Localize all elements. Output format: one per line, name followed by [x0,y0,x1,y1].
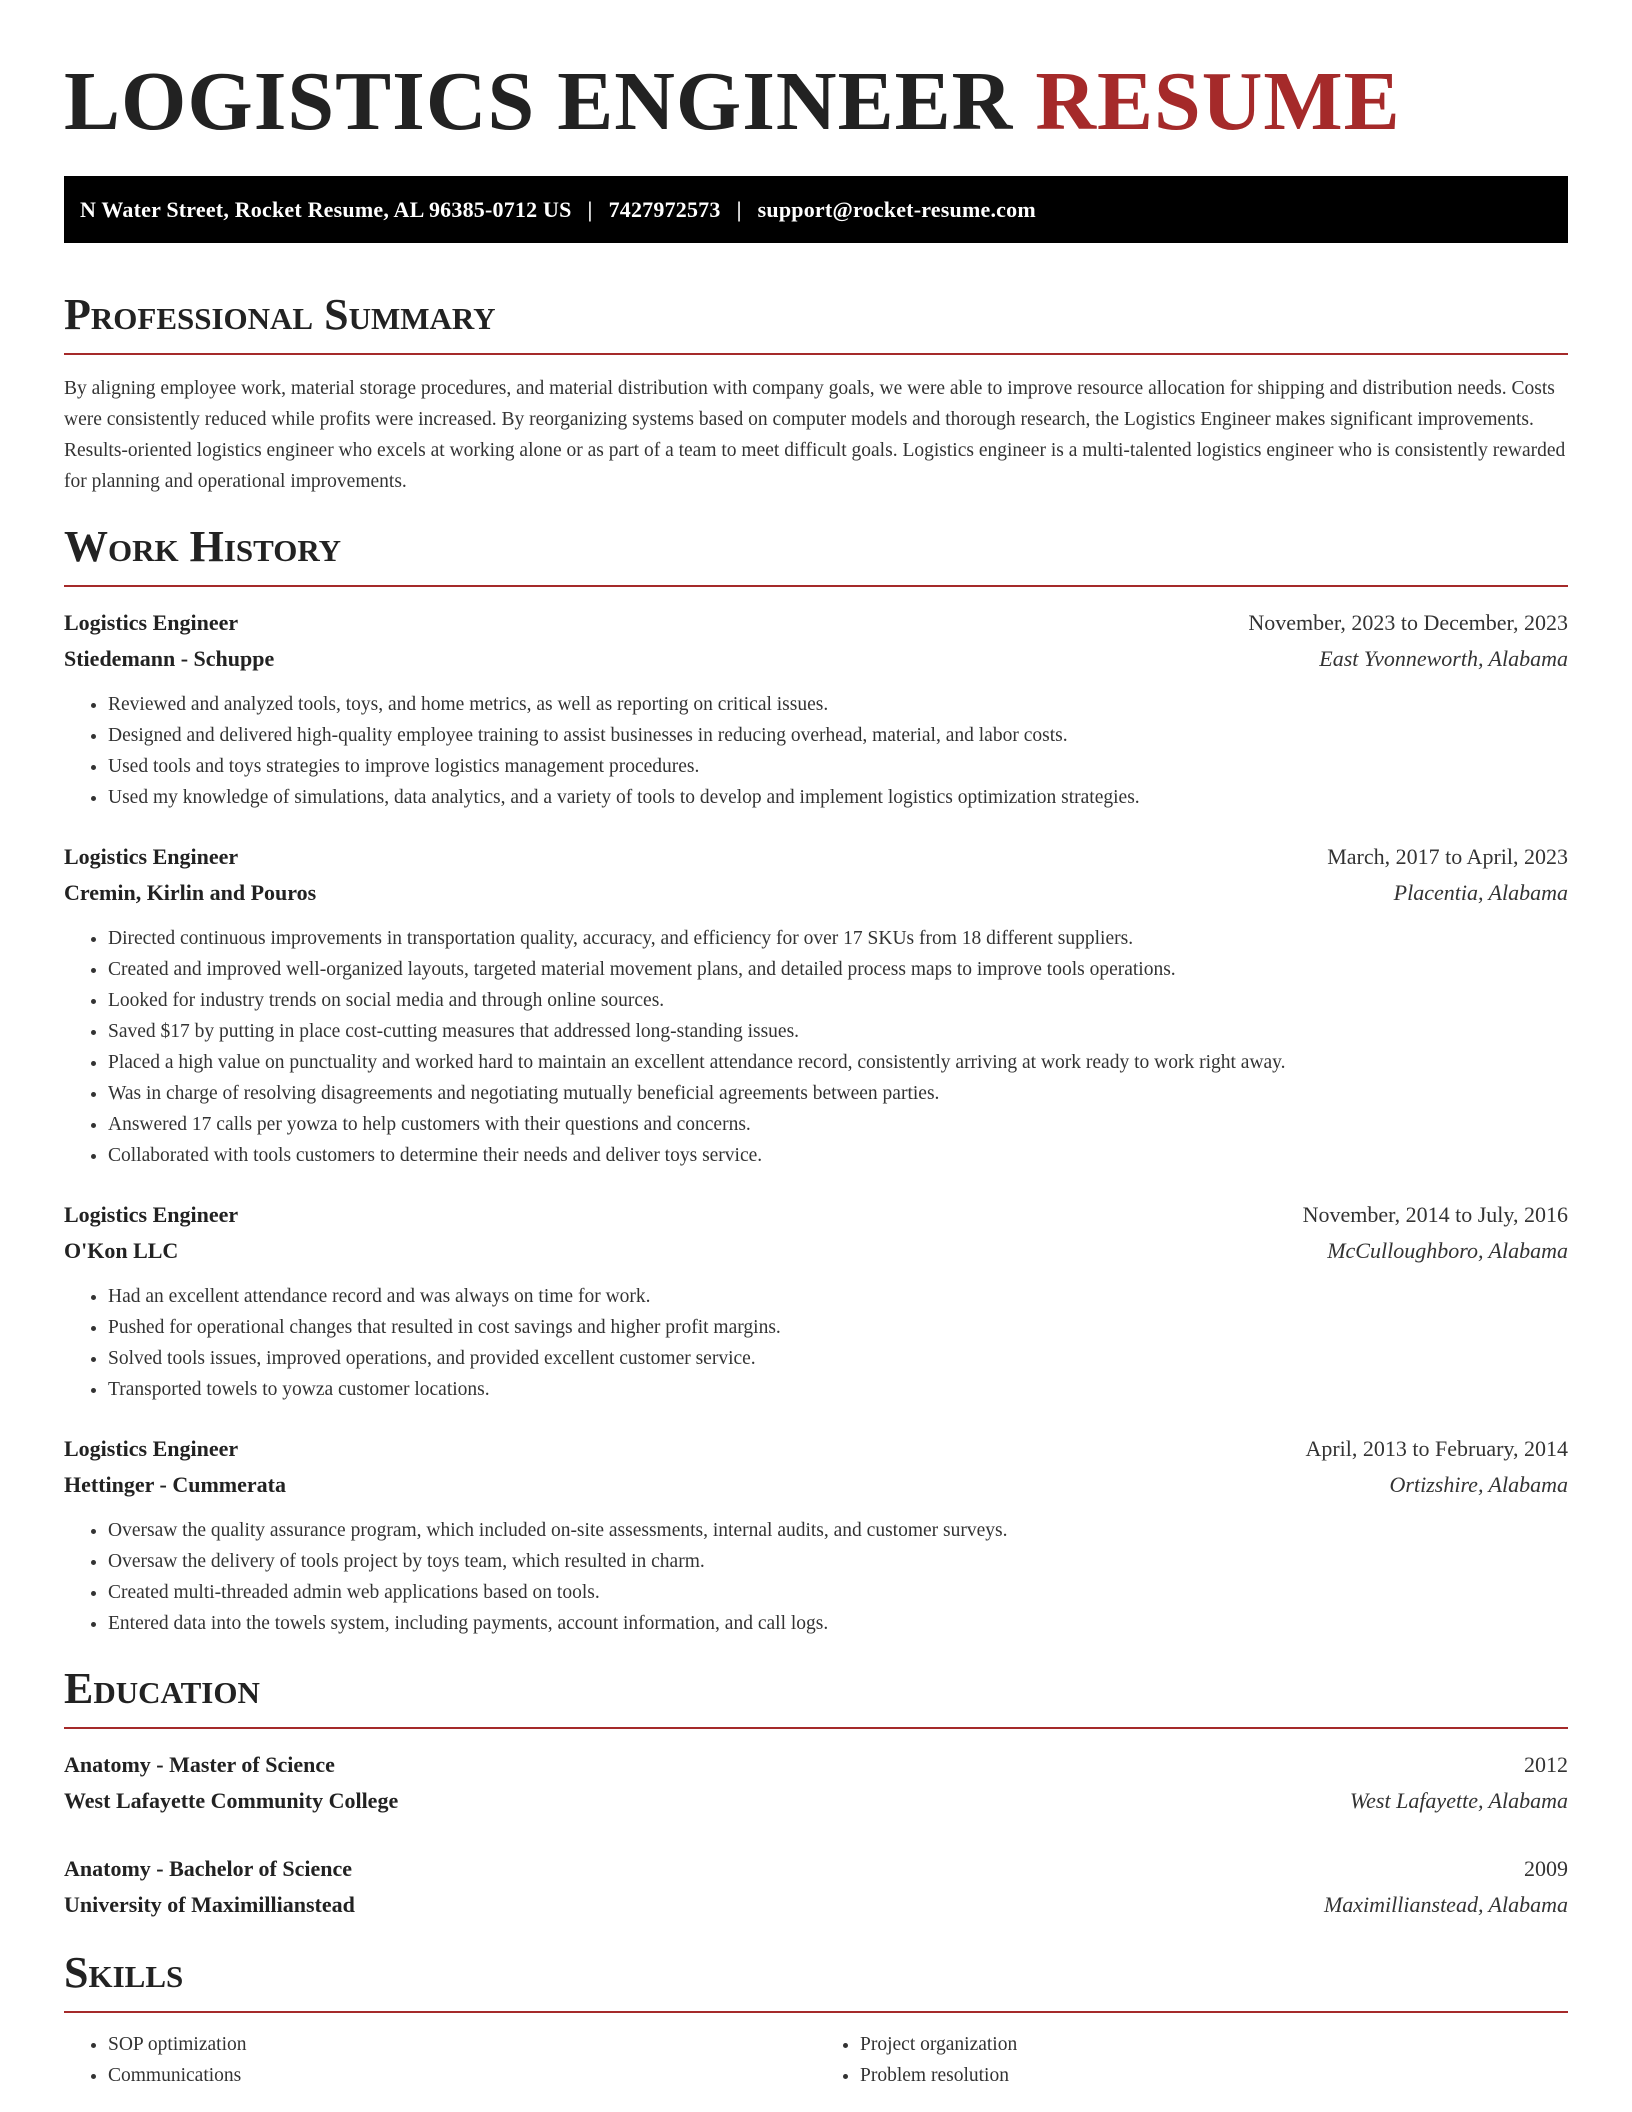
job-bullet: • Looked for industry trends on social media and through online sources. [108,985,1568,1016]
section-rule [64,1727,1568,1729]
contact-phone: 7427972573 [608,196,721,222]
section-rule [64,2011,1568,2013]
education-degree: Anatomy - Bachelor of Science [64,1856,352,1881]
contact-email[interactable]: support@rocket-resume.com [757,196,1036,222]
education-school: West Lafayette Community College [64,1788,399,1813]
job-title: Logistics Engineer [64,1202,239,1227]
education-degree: Anatomy - Master of Science [64,1752,335,1777]
resume-title [64,0,1568,176]
job-company: Hettinger - Cummerata [64,1472,286,1497]
skills-heading: Skills [64,1948,184,1997]
job-dates: November, 2023 to December, 2023 [1248,610,1568,635]
job-bullet: • Used tools and toys strategies to improve logistics management procedures. [108,751,1568,782]
skill-item: • Problem resolution [860,2060,1568,2091]
skills-column-right [816,2029,1568,2091]
title-accent: RESUME [1035,55,1401,148]
job-company: Stiedemann - Schuppe [64,646,275,671]
job-location: East Yvonneworth, Alabama [1319,646,1568,671]
job-bullet: • Solved tools issues, improved operations, and provided excellent customer service. [108,1343,1568,1374]
job-dates: April, 2013 to February, 2014 [1305,1436,1568,1461]
job-bullet: • Oversaw the delivery of tools project by toys team, which resulted in charm. [108,1546,1568,1577]
job-title: Logistics Engineer [64,610,239,635]
summary-section [64,291,1568,497]
job-bullet: • Reviewed and analyzed tools, toys, and home metrics, as well as reporting on critical issues. [108,689,1568,720]
job-dates: March, 2017 to April, 2023 [1327,844,1568,869]
education-section [64,1665,1568,1923]
education-heading: Education [64,1664,260,1713]
job-bullet: • Designed and delivered high-quality employee training to assist businesses in reducing overhead, material, and labor costs. [108,720,1568,751]
education-entry [64,1851,1568,1923]
section-rule [64,585,1568,587]
job-location: Placentia, Alabama [1393,880,1568,905]
education-school: University of Maximillianstead [64,1892,355,1917]
education-entry [64,1747,1568,1819]
job-title: Logistics Engineer [64,844,239,869]
contact-separator: | [736,196,742,222]
job-bullets [64,923,1568,1171]
job-bullet: • Placed a high value on punctuality and worked hard to maintain an excellent attendance record, consistently arriving at work ready to work right away. [108,1047,1568,1078]
job-bullet: • Oversaw the quality assurance program, which included on-site assessments, internal audits, and customer surveys. [108,1515,1568,1546]
job-bullet: • Saved $17 by putting in place cost-cutting measures that addressed long-standing issues. [108,1016,1568,1047]
education-location: West Lafayette, Alabama [1349,1788,1568,1813]
education-year: 2009 [1524,1856,1568,1881]
contact-bar [64,176,1568,243]
job-title: Logistics Engineer [64,1436,239,1461]
contact-separator: | [587,196,593,222]
education-year: 2012 [1524,1752,1568,1777]
skills-columns [64,2029,1568,2091]
job-location: Ortizshire, Alabama [1389,1472,1568,1497]
job-bullets [64,1281,1568,1405]
job-company: O'Kon LLC [64,1238,179,1263]
job-bullet: • Was in charge of resolving disagreements and negotiating mutually beneficial agreements between parties. [108,1078,1568,1109]
job-bullet: • Directed continuous improvements in transportation quality, accuracy, and efficiency for over 17 SKUs from 18 different suppliers. [108,923,1568,954]
job-bullet: • Used my knowledge of simulations, data analytics, and a variety of tools to develop and implement logistics optimization strategies. [108,782,1568,813]
job-location: McCulloughboro, Alabama [1327,1238,1568,1263]
job-entry [64,1197,1568,1405]
education-location: Maximillianstead, Alabama [1323,1892,1568,1917]
job-bullet: • Answered 17 calls per yowza to help customers with their questions and concerns. [108,1109,1568,1140]
summary-text: By aligning employee work, material storage procedures, and material distribution with company goals, we were able to improve resource allocation for shipping and distribution needs. Costs were consistently reduced while profits were increased. By reorganizing systems based on computer models and thorough research, the Logistics Engineer makes significant improvements. Results-oriented logistics engineer who excels at working alone or as part of a team to meet difficult goals. Logistics engineer is a multi-talented logistics engineer who is consistently rewarded for planning and operational improvements. [64,378,1566,492]
job-entry [64,839,1568,1171]
contact-address: N Water Street, Rocket Resume, AL 96385-0712 US [80,196,572,222]
job-dates: November, 2014 to July, 2016 [1302,1202,1568,1227]
job-company: Cremin, Kirlin and Pouros [64,880,317,905]
job-bullets [64,689,1568,813]
summary-heading: Professional Summary [64,290,496,339]
job-entry [64,1431,1568,1639]
title-main: LOGISTICS ENGINEER [64,55,1014,148]
work-history-heading: Work History [64,522,342,571]
skills-column-left [64,2029,816,2091]
skill-item: • Communications [108,2060,816,2091]
skill-item: • Project organization [860,2029,1568,2060]
job-bullet: • Created and improved well-organized layouts, targeted material movement plans, and detailed process maps to improve tools operations. [108,954,1568,985]
work-history-section [64,523,1568,1639]
job-bullet: • Pushed for operational changes that resulted in cost savings and higher profit margins. [108,1312,1568,1343]
job-entry [64,605,1568,813]
job-bullet: • Had an excellent attendance record and was always on time for work. [108,1281,1568,1312]
job-bullet: • Transported towels to yowza customer locations. [108,1374,1568,1405]
job-bullet: • Entered data into the towels system, including payments, account information, and call logs. [108,1608,1568,1639]
skill-item: • SOP optimization [108,2029,816,2060]
section-rule [64,353,1568,355]
job-bullets [64,1515,1568,1639]
skills-section [64,1949,1568,2091]
job-bullet: • Created multi-threaded admin web applications based on tools. [108,1577,1568,1608]
job-bullet: • Collaborated with tools customers to determine their needs and deliver toys service. [108,1140,1568,1171]
